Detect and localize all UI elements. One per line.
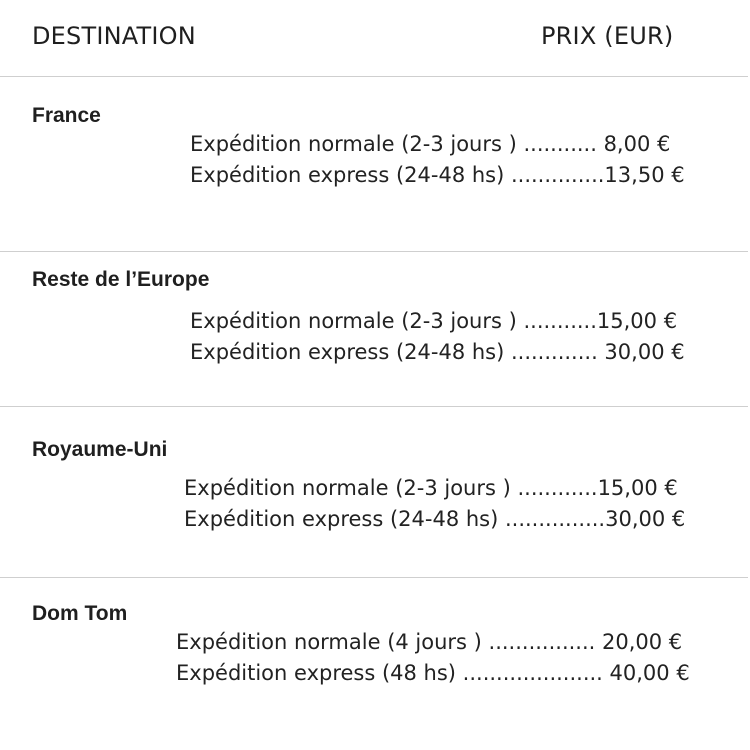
shipping-line-express: Expédition express (24-48 hs) ...............30,00 € bbox=[184, 507, 686, 531]
region-title: France bbox=[32, 104, 101, 127]
shipping-line-express: Expédition express (24-48 hs) ............. 30,00 € bbox=[190, 340, 685, 364]
destination-column-header: DESTINATION bbox=[32, 22, 196, 50]
region-title: Royaume-Uni bbox=[32, 438, 168, 461]
section-united-kingdom bbox=[0, 407, 748, 578]
section-dom-tom bbox=[0, 578, 748, 749]
shipping-line-normal: Expédition normale (2-3 jours ) ...........15,00 € bbox=[190, 309, 678, 333]
section-rest-of-europe bbox=[0, 252, 748, 407]
shipping-line-normal: Expédition normale (2-3 jours ) ............15,00 € bbox=[184, 476, 678, 500]
region-title: Dom Tom bbox=[32, 602, 128, 625]
section-france bbox=[0, 77, 748, 252]
shipping-line-normal: Expédition normale (2-3 jours ) ........... 8,00 € bbox=[190, 132, 671, 156]
shipping-line-express: Expédition express (48 hs) ..................... 40,00 € bbox=[176, 661, 690, 685]
price-column-header: PRIX (EUR) bbox=[541, 22, 674, 50]
region-title: Reste de l’Europe bbox=[32, 268, 210, 291]
shipping-line-express: Expédition express (24-48 hs) ..............13,50 € bbox=[190, 163, 685, 187]
shipping-line-normal: Expédition normale (4 jours ) ................ 20,00 € bbox=[176, 630, 683, 654]
table-header bbox=[0, 0, 748, 77]
